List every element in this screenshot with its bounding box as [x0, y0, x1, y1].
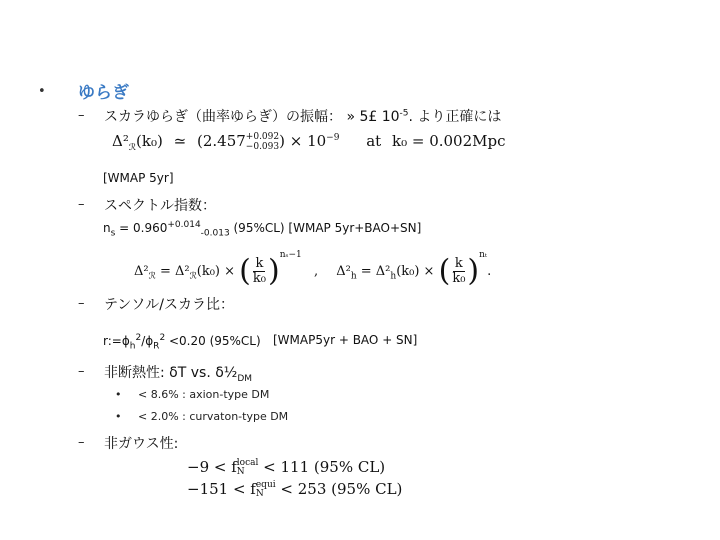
- dash-1: –: [78, 108, 85, 123]
- tensor-scalar-heading: テンソル/スカラ比：: [104, 297, 235, 313]
- dash-5: –: [78, 435, 85, 450]
- scalar-amplitude-text: スカラゆらぎ（曲率ゆらぎ）の振幅： » 5£ $10^{-5}$. より正確には: [104, 108, 502, 125]
- tensor-scalar-value: $r:=\phi_h^2/\phi_R^2 <0.20$ (95%CL): [103, 333, 261, 352]
- top-bullet: •: [38, 84, 46, 99]
- spectral-index-heading: スペクトル指数：: [104, 198, 216, 214]
- dash-2: –: [78, 197, 85, 212]
- non-adiabatic-heading: 非断熱性: δT vs. $\delta\frac{1}{2}_{DM}$: [104, 365, 253, 384]
- sub-bullet-2: •: [115, 410, 122, 423]
- curvaton-dm-limit: < 2.0% : curvaton-type DM: [138, 410, 289, 423]
- non-gaussianity-heading: 非ガウス性:: [104, 436, 179, 452]
- spectral-index-value: $n_s = 0.960^{+0.014}_{-0.013}$ (95%CL) [WMAP 5yr+BAO+SN]: [103, 220, 422, 239]
- dash-3: –: [78, 296, 85, 311]
- axion-dm-limit: < 8.6% : axion-type DM: [138, 388, 270, 401]
- wmap-ref-1: [WMAP 5yr]: [103, 171, 174, 185]
- scalar-exponent: -5: [399, 108, 409, 119]
- equation-fnl-local: −9 < f local N < 111 (95% CL): [187, 458, 386, 477]
- slide-title: ゆらぎ: [78, 83, 129, 103]
- equation-fnl-equi: −151 < f equi N < 253 (95% CL): [187, 480, 403, 499]
- dash-4: –: [78, 364, 85, 379]
- equation-scalar-amplitude: $\Delta^2_ℛ(k_0)$ ≃ (2.457 +0.092 −0.093 ) × $10^{-9}$ at k₀ = 0.002Mpc: [112, 132, 506, 153]
- tensor-scalar-ref: [WMAP5yr + BAO + SN]: [273, 333, 418, 347]
- equation-power-spectra: $\Delta^2_ℛ = \Delta^2_ℛ(k_0)$ × ( $\frac{k}{\text{k₀}}$ )$^{n_s-1}$ , $\Delta^2_h = \Delta^2_h(k_0)$ × ( $\frac{k}{\text{k₀}}$ )$^{n_t}$.: [134, 250, 492, 289]
- sub-bullet-1: •: [115, 388, 122, 401]
